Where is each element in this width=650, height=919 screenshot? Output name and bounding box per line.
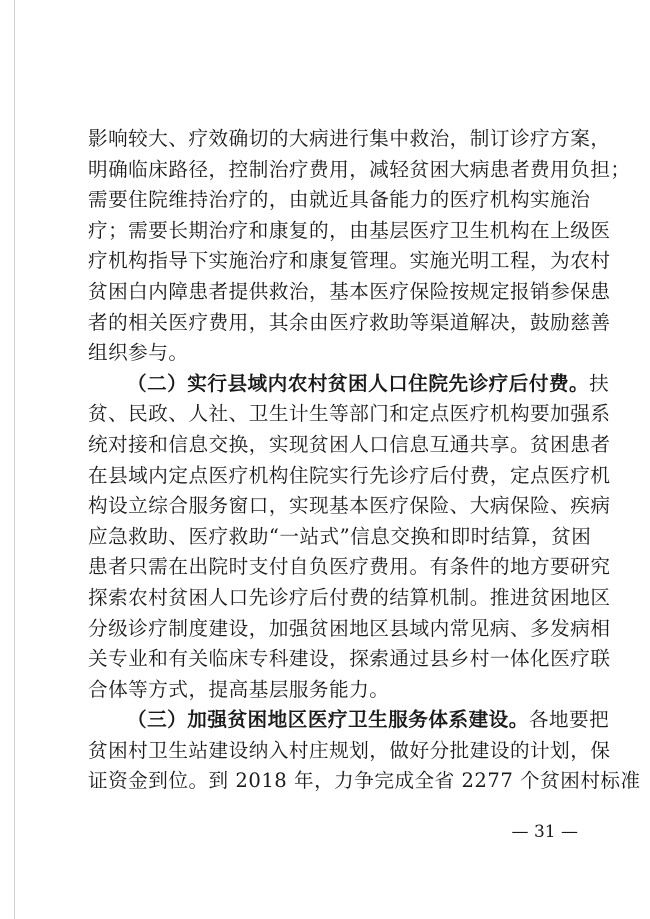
text-line: 分级诊疗制度建设，加强贫困地区县域内常见病、多发病相 [88,616,611,640]
text-line: 明确临床路径，控制治疗费用，减轻贫困大病患者费用负担； [88,157,631,181]
text-line: 影响较大、疗效确切的大病进行集中救治，制订诊疗方案， [88,127,611,150]
section-2-first-line [88,369,610,400]
text-line: 组织参与。 [88,341,189,365]
text-line: 证资金到位。到 2018 年，力争完成全省 2277 个贫困村标准 [88,769,641,793]
text-line: 需要住院维持治疗的，由就近具备能力的医疗机构实施治 [88,188,591,212]
page-number: — 31 — [511,822,578,842]
text-line: 在县域内定点医疗机构住院实行先诊疗后付费，定点医疗机 [88,463,611,487]
binding-edge-line [14,0,15,919]
text-line: 患者只需在出院时支付自负医疗费用。有条件的地方要研究 [88,555,611,579]
text-line: 贫、民政、人社、卫生计生等部门和定点医疗机构要加强系 [88,402,611,426]
text-line: 疗；需要长期治疗和康复的，由基层医疗卫生机构在上级医 [88,218,611,242]
text-line: 疗机构指导下实施治疗和康复管理。实施光明工程，为农村 [88,249,611,273]
section-3-first-line [88,705,610,736]
section-2-first-tail: 扶 [589,371,610,395]
text-line: 合体等方式，提高基层服务能力。 [88,677,390,701]
text-line: 者的相关医疗费用，其余由医疗救助等渠道解决，鼓励慈善 [88,310,611,334]
text-line: 统对接和信息交换，实现贫困人口信息互通共享。贫困患者 [88,432,611,456]
text-line: 应急救助、医疗救助“一站式”信息交换和即时结算，贫困 [88,524,592,548]
section-2-heading: （二）实行县域内农村贫困人口住院先诊疗后付费。 [127,371,590,395]
section-3-first-tail: 各地要把 [528,708,610,732]
body-text [88,124,641,797]
text-line: 探索农村贫困人口先诊疗后付费的结算机制。推进贫困地区 [88,585,611,609]
section-3-heading: （三）加强贫困地区医疗卫生服务体系建设。 [127,708,529,732]
text-line: 关专业和有关临床专科建设，探索通过县乡村一体化医疗联 [88,647,611,671]
text-line: 贫困村卫生站建设纳入村庄规划，做好分批建设的计划，保 [88,738,611,762]
text-line: 贫困白内障患者提供救治，基本医疗保险按规定报销参保患 [88,279,611,303]
text-line: 构设立综合服务窗口，实现基本医疗保险、大病保险、疾病 [88,494,611,518]
